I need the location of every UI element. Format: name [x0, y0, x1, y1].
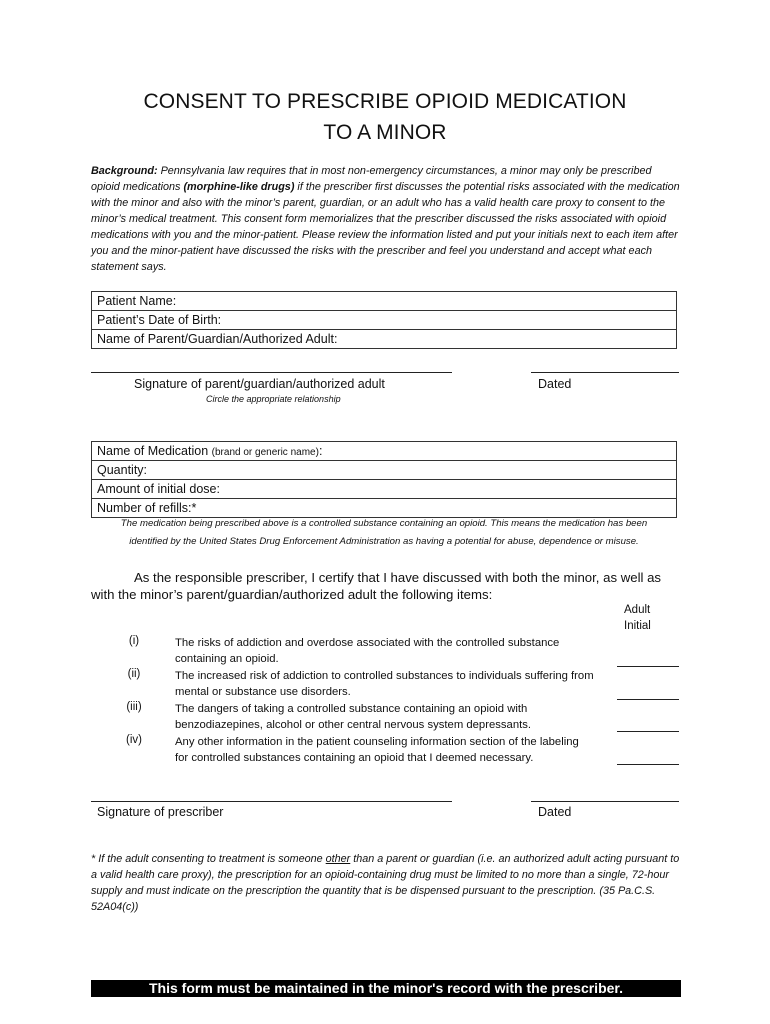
record-banner: This form must be maintained in the minor's record with the prescriber. — [91, 980, 681, 997]
item-text-line-1: The risks of addiction and overdose associated with the controlled substance — [175, 637, 560, 649]
item-number: (i) — [128, 635, 140, 647]
controlled-note-line-1: The medication being prescribed above is a controlled substance containing an opioid. This means the medication has been — [120, 518, 648, 529]
medication-name-colon: : — [318, 444, 323, 458]
parent-name-field[interactable] — [92, 330, 676, 348]
background-text-2: if the prescriber first discusses the potential risks associated with the medication with the minor and also with the minor’s parent, guardian, or an adult who has a valid health care proxy to consent to the minor’s medical treatment. This consent form memorializes that the prescriber discussed the risks associated with opioid medications with you and the minor-patient. Please review the information listed and put your initials next to each item after you and the minor-patient have discussed the risks with the prescriber and feel you understand and accept what each statement says. — [91, 181, 680, 273]
patient-info-box — [91, 291, 677, 349]
footnote-text-2: than a parent or guardian (i.e. an authorized adult acting pursuant to a valid health care proxy), the prescription for an opioid-containing drug must be limited to no more than a single, 72-hour supply and must indicate on the prescription the quantity that is be dispensed pursuant to the prescription. (35 Pa.C.S. 52A04(c)) — [91, 853, 680, 913]
item-text-line-2: benzodiazepines, alcohol or other central nervous system depressants. — [175, 719, 532, 731]
background-bold-phrase: (morphine-like drugs) — [183, 181, 295, 193]
parent-name-label: Name of Parent/Guardian/Authorized Adult: — [97, 332, 338, 346]
initial-line-1[interactable] — [617, 666, 679, 667]
prescriber-dated-line[interactable] — [531, 801, 679, 802]
background-paragraph — [91, 163, 683, 275]
prescriber-dated-label: Dated — [538, 805, 572, 819]
parent-signature-label: Signature of parent/guardian/authorized adult — [134, 377, 385, 391]
quantity-field[interactable] — [92, 461, 676, 480]
item-number: (iv) — [126, 734, 142, 746]
initial-line-4[interactable] — [617, 764, 679, 765]
footnote-paragraph — [91, 851, 681, 915]
footnote-underlined: other — [325, 853, 351, 865]
initial-line-3[interactable] — [617, 731, 679, 732]
patient-dob-label: Patient’s Date of Birth: — [97, 313, 222, 327]
form-title-line-2: TO A MINOR — [323, 121, 447, 144]
medication-name-field[interactable] — [92, 442, 676, 461]
item-text-line-1: The dangers of taking a controlled substance containing an opioid with — [175, 703, 528, 715]
item-text — [175, 635, 615, 667]
item-text-line-1: Any other information in the patient counseling information section of the labeling — [175, 736, 579, 748]
footnote-text-1: * If the adult consenting to treatment is someone — [91, 853, 323, 865]
parent-dated-line[interactable] — [531, 372, 679, 373]
initial-dose-field[interactable] — [92, 480, 676, 499]
refills-label: Number of refills:* — [97, 501, 197, 515]
item-number: (iii) — [126, 701, 142, 713]
item-text-line-1: The increased risk of addiction to controlled substances to individuals suffering from — [175, 670, 594, 682]
initial-header: Initial — [624, 620, 651, 632]
medication-name-hint: (brand or generic name) — [211, 447, 319, 458]
certify-line-1: As the responsible prescriber, I certify that I have discussed with both the minor, as well as — [134, 570, 662, 585]
adult-header: Adult — [624, 604, 651, 616]
medication-name-label: Name of Medication — [97, 444, 209, 458]
controlled-note-line-2: identified by the United States Drug Enforcement Administration as having a potential for abuse, dependence or misuse. — [129, 536, 639, 547]
initial-dose-label: Amount of initial dose: — [97, 482, 220, 496]
initial-line-2[interactable] — [617, 699, 679, 700]
item-number: (ii) — [127, 668, 141, 680]
item-text-line-2: mental or substance use disorders. — [175, 686, 351, 698]
prescriber-signature-label: Signature of prescriber — [97, 805, 224, 819]
background-text-1: Pennsylvania law requires that in most non-emergency circumstances, a minor may only be prescribed opioid medications — [91, 165, 652, 193]
quantity-label: Quantity: — [97, 463, 148, 477]
patient-name-field[interactable] — [92, 292, 676, 311]
prescriber-signature-line[interactable] — [91, 801, 452, 802]
relationship-note: Circle the appropriate relationship — [206, 394, 341, 404]
background-label: Background: — [91, 165, 158, 177]
item-text-line-2: containing an opioid. — [175, 653, 279, 665]
certify-line-2: with the minor’s parent/guardian/authorized adult the following items: — [91, 587, 493, 602]
form-title-line-1: CONSENT TO PRESCRIBE OPIOID MEDICATION — [143, 90, 627, 113]
item-text — [175, 734, 615, 766]
item-text-line-2: for controlled substances containing an opioid that I deemed necessary. — [175, 752, 534, 764]
medication-info-box — [91, 441, 677, 518]
item-text — [175, 668, 615, 700]
patient-dob-field[interactable] — [92, 311, 676, 330]
parent-signature-line[interactable] — [91, 372, 452, 373]
parent-dated-label: Dated — [538, 377, 572, 391]
item-text — [175, 701, 615, 733]
patient-name-label: Patient Name: — [97, 294, 177, 308]
